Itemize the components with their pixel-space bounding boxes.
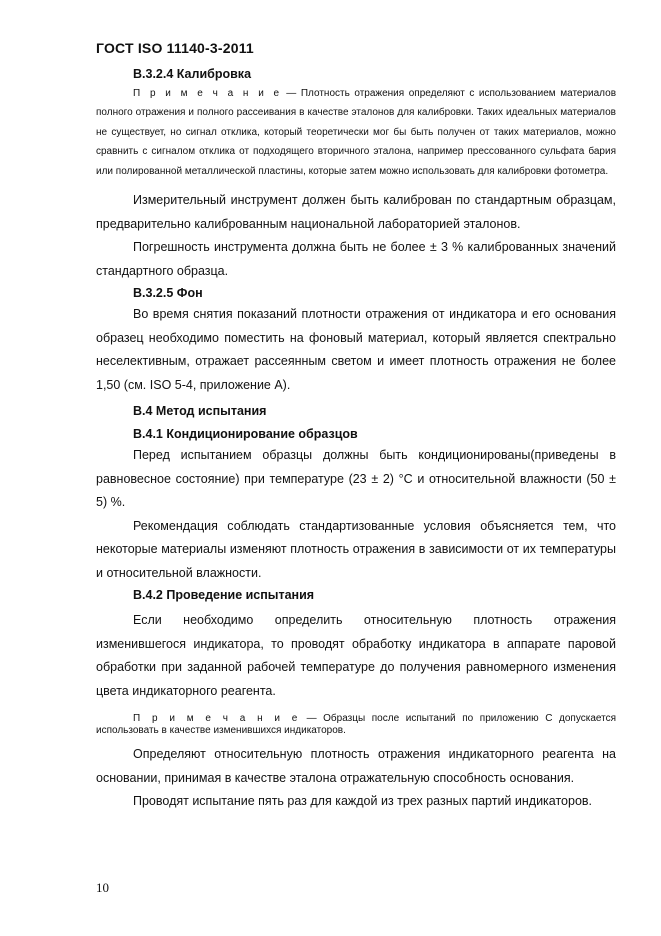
document-title: ГОСТ ISO 11140-3-2011	[96, 40, 254, 56]
paragraph: Проводят испытание пять раз для каждой из трех разных партий индикаторов.	[133, 794, 593, 809]
paragraph: Погрешность инструмента должна быть не более ± 3 % калиброванных значений стандартного образца.	[96, 240, 616, 278]
note-label: П р и м е ч а н и е	[133, 88, 282, 99]
calibration-note	[96, 84, 616, 181]
document-body	[96, 64, 616, 814]
section-heading-background: B.3.2.5 Фон	[133, 286, 203, 301]
section-heading-method: B.4 Метод испытания	[133, 404, 267, 419]
paragraph: Измерительный инструмент должен быть калиброван по стандартным образцам, предварительно калиброванным национальной лабораторией эталонов.	[96, 193, 616, 231]
testing-note	[96, 713, 616, 737]
paragraph: Если необходимо определить относительную плотность отражения изменившегося индикатора, то проводят обработку индикатора в аппарате паровой обработки при заданной рабочей температуре до получения равномерного изменения цвета индикаторного реагента.	[96, 613, 616, 698]
note-text: — Образцы после испытаний по приложению С допускается использовать в качестве изменившихся индикаторов.	[96, 713, 617, 737]
paragraph: Во время снятия показаний плотности отражения от индикатора и его основания образец необходимо поместить на фоновый материал, который является спектрально неселективным, отражает рассеянным светом и имеет плотность отражения не более 1,50 (см. ISO 5-4, приложение А).	[96, 307, 616, 392]
note-label: П р и м е ч а н и е	[133, 713, 300, 725]
paragraph: Рекомендация соблюдать стандартизованные условия объясняется тем, что некоторые материалы изменяют плотность отражения в зависимости от их температуры и относительной влажности.	[96, 518, 616, 580]
section-heading-calibration: B.3.2.4 Калибровка	[133, 67, 252, 81]
note-text: — Плотность отражения определяют с использованием материалов полного отражения и полного рассеивания в качестве эталонов для калибровки. Таких идеальных материалов не существует, но сигнал отклика, который теоретически мог бы быть получен от таких материалов, можно сравнить с сигналом отклика от подходящего вторичного эталона, например прессованного сульфата бария или полированной металлической пластины, которые затем можно использовать для калибровки фотометра.	[96, 88, 617, 177]
paragraph: Определяют относительную плотность отражения индикаторного реагента на основании, принимая в качестве эталона отражательную способность основания.	[96, 747, 616, 785]
page-number: 10	[96, 880, 109, 895]
section-heading-conditioning: B.4.1 Кондиционирование образцов	[133, 427, 358, 442]
section-heading-testing: B.4.2 Проведение испытания	[133, 588, 315, 603]
paragraph: Перед испытанием образцы должны быть кондиционированы(приведены в равновесное состояние) при температуре (23 ± 2) °С и относительной влажности (50 ± 5) %.	[96, 448, 616, 510]
